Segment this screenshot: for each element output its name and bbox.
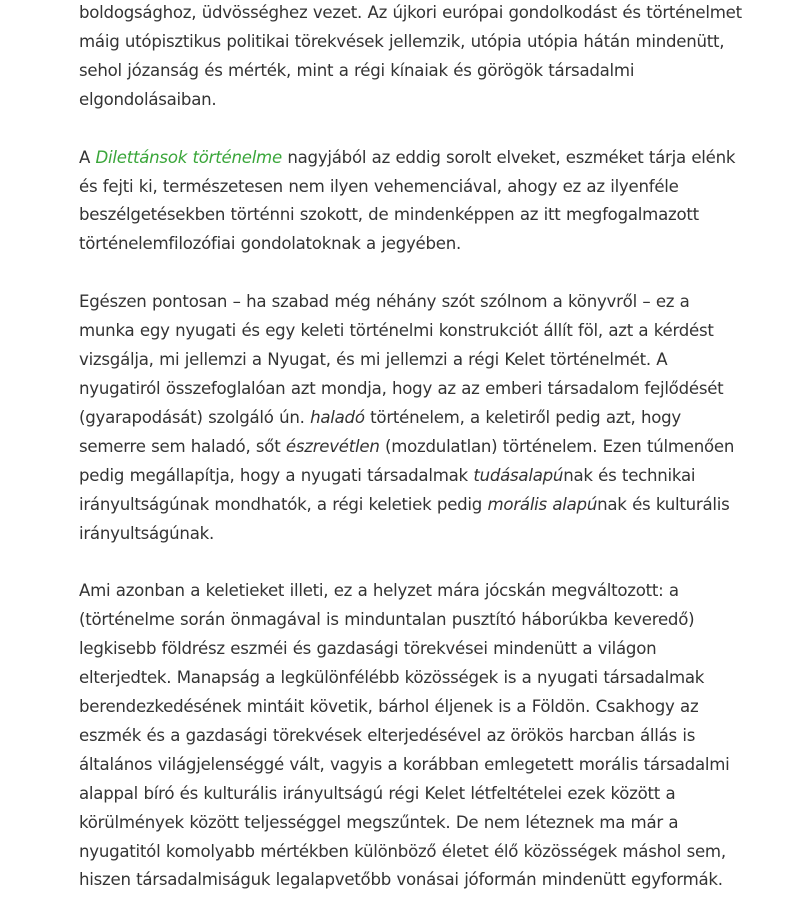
emphasis-moralis-alapu: morális alapú — [487, 494, 598, 514]
emphasis-eszrevetlen: észrevétlen — [285, 436, 380, 456]
paragraph-3-text-3: (mozdulatlan) történelem. Ezen túlmenően pedig megállapítja, hogy a nyugati társadalmak — [79, 436, 735, 485]
paragraph-3-text-5: nak és kulturális irányultságúnak. — [79, 494, 730, 543]
paragraph-3-text-1: Egészen pontosan – ha szabad még néhány szót szólnom a könyvről – ez a munka egy nyugati és egy keleti történelmi konstrukciót állít föl, azt a kérdést vizsgálja, mi jellemzi a Nyugat, és mi jellemzi a régi Kelet történelmét. A nyugatiról összefoglalóan azt mondja, hogy az az emberi társadalom fejlődését (gyarapodását) szolgáló ún. — [79, 292, 724, 427]
emphasis-halado: haladó — [310, 407, 365, 427]
paragraph-3 — [79, 288, 749, 548]
paragraph-2 — [79, 144, 749, 260]
emphasis-tudasalapu: tudásalapú — [473, 465, 564, 485]
paragraph-2-text: nagyjából az eddig sorolt elveket, eszméket tárja elénk és fejti ki, természetesen nem ilyen vehemenciával, ahogy ez az ilyenféle beszélgetésekben történni szokott, de mindenképpen az itt megfogalmazott történelemfilozófiai gondolatoknak a jegyében. — [79, 147, 736, 254]
paragraph-2-intro: A — [79, 147, 96, 167]
paragraph-3-text-4: nak és technikai irányultságúnak mondhatók, a régi keletiek pedig — [79, 465, 696, 514]
book-title-link[interactable]: Dilettánsok történelme — [95, 147, 282, 167]
article-body — [79, 0, 749, 895]
paragraph-1: boldogsághoz, üdvösséghez vezet. Az újkori európai gondolkodást és történelmet máig utópisztikus politikai törekvések jellemzik, utópia utópia hátán mindenütt, sehol józanság és mérték, mint a régi kínaiak és görögök társadalmi elgondolásaiban. — [79, 3, 742, 109]
paragraph-3-text-2: történelem, a keletiről pedig azt, hogy semerre sem haladó, sőt — [79, 407, 681, 456]
paragraph-4: Ami azonban a keletieket illeti, ez a helyzet mára jócskán megváltozott: a (történelme során önmagával is minduntalan pusztító háborúkba keveredő) legkisebb földrész eszméi és gazdasági törekvései mindenütt a világon elterjedtek. Manapság a legkülönfélébb közösségek is a nyugati társadalmak berendezkedésének mintáit követik, bárhol éljenek is a Földön. Csakhogy az eszmék és a gazdasági törekvések elterjedésével az örökös harcban állás is általános világjelenséggé vált, vagyis a korábban emlegetett morális társadalmi alappal bíró és kulturális irányultságú régi Kelet létfeltételei ezek között a körülmények között teljességgel megszűntek. De nem léteznek ma már a nyugatitól komolyabb mértékben különböző életet élő közösségek máshol sem, hiszen társadalmiságuk legalapvetőbb vonásai jóformán mindenütt egyformák. — [79, 581, 730, 890]
